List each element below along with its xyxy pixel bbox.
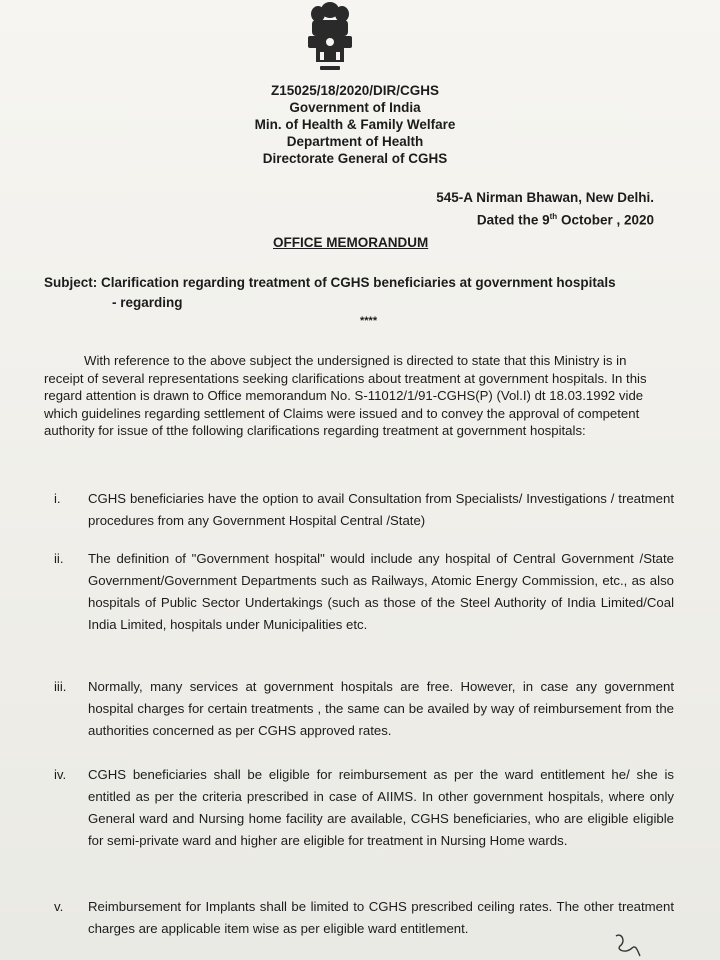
list-item-text: Reimbursement for Implants shall be limited to CGHS prescribed ceiling rates. The other treatment charges are applicable item wise as per eligible ward entitlement. — [88, 899, 674, 936]
subject-line: Subject: Clarification regarding treatment of CGHS beneficiaries at government hospitals — [44, 275, 616, 290]
list-item — [44, 676, 674, 742]
list-item-text: CGHS beneficiaries have the option to avail Consultation from Specialists/ Investigations / treatment procedures from any Government Hospital Central /State) — [88, 491, 674, 528]
address-block — [436, 188, 654, 230]
address-place: 545-A Nirman Bhawan, New Delhi. — [436, 190, 654, 205]
list-item — [44, 764, 674, 852]
date-superscript: th — [549, 212, 558, 221]
subject-block — [44, 273, 674, 313]
list-item — [44, 488, 674, 532]
header-line-ministry: Min. of Health & Family Welfare — [254, 117, 456, 132]
national-emblem-icon — [298, 0, 362, 78]
signature-mark — [612, 930, 642, 958]
header-line-department: Department of Health — [286, 134, 424, 149]
list-item-text: The definition of "Government hospital" would include any hospital of Central Government /State Government/Government Departments such as Railways, Atomic Energy Commission, etc., as also hospitals of Public Sector Undertakings (such as those of the Steel Authority of India Limited/Coal India Limited, hospitals under Municipalities etc. — [88, 551, 674, 632]
list-item — [44, 548, 674, 636]
file-number: Z15025/18/2020/DIR/CGHS — [270, 83, 440, 98]
list-item-number: iv. — [54, 767, 67, 782]
issuing-office-header — [240, 82, 470, 167]
subject-continuation: - regarding — [112, 295, 183, 310]
list-item — [44, 896, 674, 940]
list-item-number: v. — [54, 899, 64, 914]
document-title: OFFICE MEMORANDUM — [273, 235, 429, 250]
separator-stars: **** — [360, 315, 378, 327]
list-item-number: i. — [54, 491, 61, 506]
intro-paragraph — [44, 352, 662, 440]
date-prefix: Dated the 9 — [476, 212, 550, 228]
header-line-directorate: Directorate General of CGHS — [262, 151, 448, 166]
list-item-number: iii. — [54, 679, 67, 694]
list-item-number: ii. — [54, 551, 64, 566]
intro-text: With reference to the above subject the undersigned is directed to state that this Ministry is in receipt of several representations seeking clarifications about treatment at government hospitals. In this regard attention is drawn to Office memorandum No. S-11012/1/91-CGHS(P) (Vol.I) dt 18.03.1992 vide which guidelines regarding settlement of Claims were issued and to convey the approval of competent authority for issue of tthe following clarifications regarding treatment at government hospitals: — [44, 353, 647, 439]
date-line — [436, 207, 654, 230]
header-line-govt: Government of India — [289, 100, 421, 115]
date-suffix: October , 2020 — [557, 212, 654, 228]
list-item-text: CGHS beneficiaries shall be eligible for reimbursement as per the ward entitlement he/ she is entitled as per the criteria prescribed in case of AIIMS. In other government hospitals, where only General ward and Nursing home facility are available, CGHS beneficiaries, who are eligible eligible for semi-private ward and higher are eligible for treatment in Nursing Home wards. — [88, 767, 674, 848]
list-item-text: Normally, many services at government hospitals are free. However, in case any government hospital charges for certain treatments , the same can be availed by way of reimbursement from the authorities concerned as per CGHS approved rates. — [88, 679, 674, 738]
